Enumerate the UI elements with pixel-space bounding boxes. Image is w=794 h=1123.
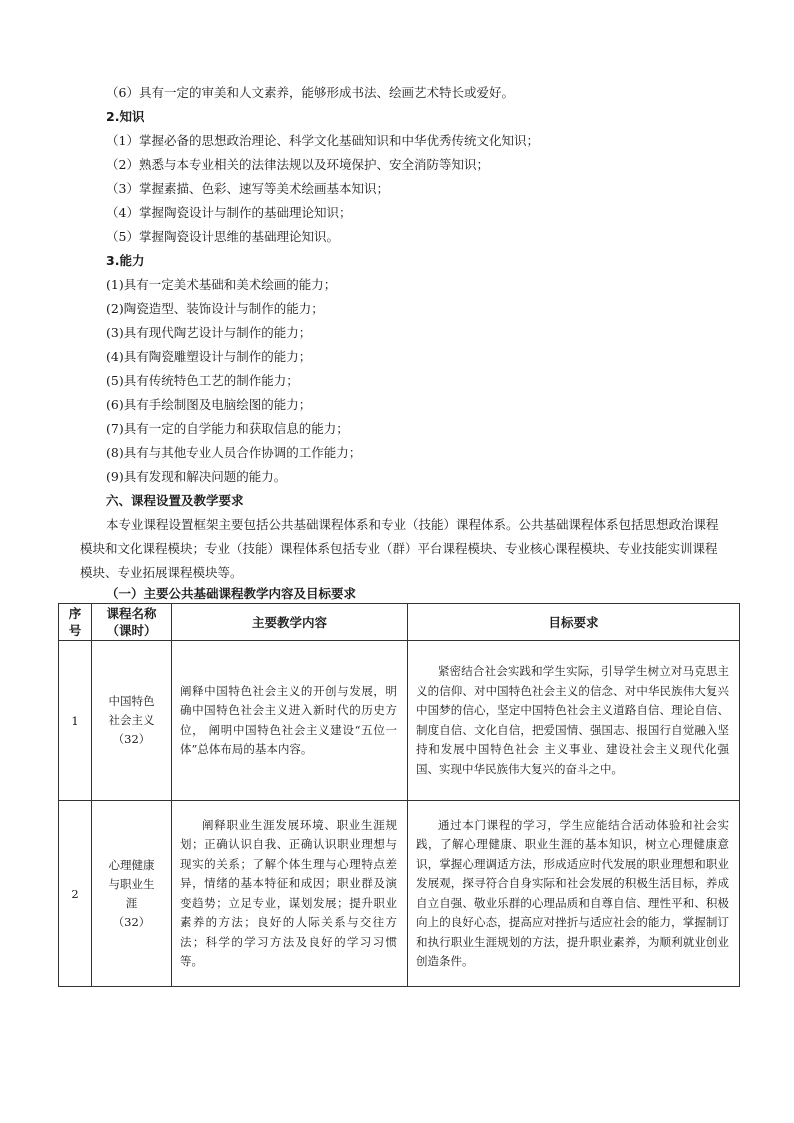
course-name-line: 与职业生 bbox=[108, 876, 155, 891]
row-course-name bbox=[92, 801, 172, 987]
header-content: 主要教学内容 bbox=[172, 604, 408, 641]
ability-item: (8)具有与其他专业人员合作协调的工作能力； bbox=[106, 445, 362, 460]
header-name-line: （课时） bbox=[106, 623, 157, 638]
section-heading: 六、课程设置及教学要求 bbox=[106, 493, 244, 508]
row-course-name bbox=[92, 641, 172, 801]
quality-item-6: （6）具有一定的审美和人文素养，能够形成书法、绘画艺术特长或爱好。 bbox=[106, 85, 514, 100]
table-row bbox=[59, 641, 740, 801]
row-content: 阐释中国特色社会主义的开创与发展，明确中国特色社会主义进入新时代的历史方位， 阐明中国特色社会主义建设“五位一体”总体布局的基本内容。 bbox=[172, 641, 408, 801]
course-name-line: 心理健康 bbox=[108, 857, 155, 872]
course-name-line: 涯 bbox=[125, 895, 138, 910]
ability-item: (3)具有现代陶艺设计与制作的能力； bbox=[106, 325, 312, 340]
ability-item: (4)具有陶瓷雕塑设计与制作的能力； bbox=[106, 349, 312, 364]
knowledge-item: （3）掌握素描、色彩、速写等美术绘画基本知识； bbox=[106, 181, 389, 196]
row-content: 阐释职业生涯发展环境、职业生涯规划；正确认识自我、正确认识职业理想与现实的关系；了解个体生理与心理特点差异，情绪的基本特征和成因；职业群及演变趋势；立足专业，谋划发展；提升职业素养的方法；良好的人际关系与交往方法；科学的学习方法及良好的学习习惯等。 bbox=[172, 801, 408, 987]
ability-item: (1)具有一定美术基础和美术绘画的能力； bbox=[106, 277, 337, 292]
header-name-line: 课程名称 bbox=[106, 606, 157, 621]
row-goal: 紧密结合社会实践和学生实际，引导学生树立对马克思主义的信仰、对中国特色社会主义的信念、对中华民族伟大复兴中国梦的信心，坚定中国特色社会主义道路自信、理论自信、制度自信、文化自信，把爱国情、强国志、报国行自觉融入坚持和发展中国特色社会 主义事业、建设社会主义现代化强国、实现中华民族伟大复兴的奋斗之中。 bbox=[408, 641, 740, 801]
header-goal: 目标要求 bbox=[408, 604, 740, 641]
knowledge-item: （2）熟悉与本专业相关的法律法规以及环境保护、安全消防等知识； bbox=[106, 157, 489, 172]
knowledge-item: （4）掌握陶瓷设计与制作的基础理论知识； bbox=[106, 205, 352, 220]
header-no: 序号 bbox=[59, 604, 92, 641]
section-paragraph: 本专业课程设置框架主要包括公共基础课程体系和专业（技能）课程体系。公共基础课程体系包括思想政治课程模块和文化课程模块；专业（技能）课程体系包括专业（群）平台课程模块、专业核心课程模块、专业技能实训课程模块、专业拓展课程模块等。 bbox=[80, 517, 719, 580]
row-no: 2 bbox=[59, 801, 92, 987]
knowledge-item: （5）掌握陶瓷设计思维的基础理论知识。 bbox=[106, 229, 339, 244]
ability-item: (9)具有发现和解决问题的能力。 bbox=[106, 469, 287, 484]
course-hours: （32） bbox=[112, 914, 151, 929]
ability-item: (7)具有一定的自学能力和获取信息的能力； bbox=[106, 421, 349, 436]
ability-item: (5)具有传统特色工艺的制作能力； bbox=[106, 373, 299, 388]
ability-item: (6)具有手绘制图及电脑绘图的能力； bbox=[106, 397, 312, 412]
table-caption: （一）主要公共基础课程教学内容及目标要求 bbox=[106, 586, 357, 601]
knowledge-item: （1）掌握必备的思想政治理论、科学文化基础知识和中华优秀传统文化知识； bbox=[106, 133, 539, 148]
row-goal: 通过本门课程的学习，学生应能结合活动体验和社会实践，了解心理健康、职业生涯的基本知识，树立心理健康意识，掌握心理调适方法，形成适应时代发展的职业理想和职业发展观，探寻符合自身实际和社会发展的积极生活目标，养成自立自强、敬业乐群的心理品质和自尊自信、理性平和、积极向上的良好心态，提高应对挫折与适应社会的能力，掌握制订和执行职业生涯规划的方法，提升职业素养，为顺利就业创业创造条件。 bbox=[408, 801, 740, 987]
course-name-line: 中国特色 bbox=[108, 694, 155, 708]
course-hours: （32） bbox=[112, 732, 151, 746]
course-name-line: 社会主义 bbox=[108, 713, 155, 727]
header-name bbox=[92, 604, 172, 641]
ability-item: (2)陶瓷造型、装饰设计与制作的能力； bbox=[106, 301, 324, 316]
row-no: 1 bbox=[59, 641, 92, 801]
table-header-row bbox=[59, 604, 740, 641]
table-row bbox=[59, 801, 740, 987]
course-table bbox=[58, 603, 740, 987]
ability-heading: 3.能力 bbox=[106, 253, 145, 268]
knowledge-heading: 2.知识 bbox=[106, 109, 145, 124]
